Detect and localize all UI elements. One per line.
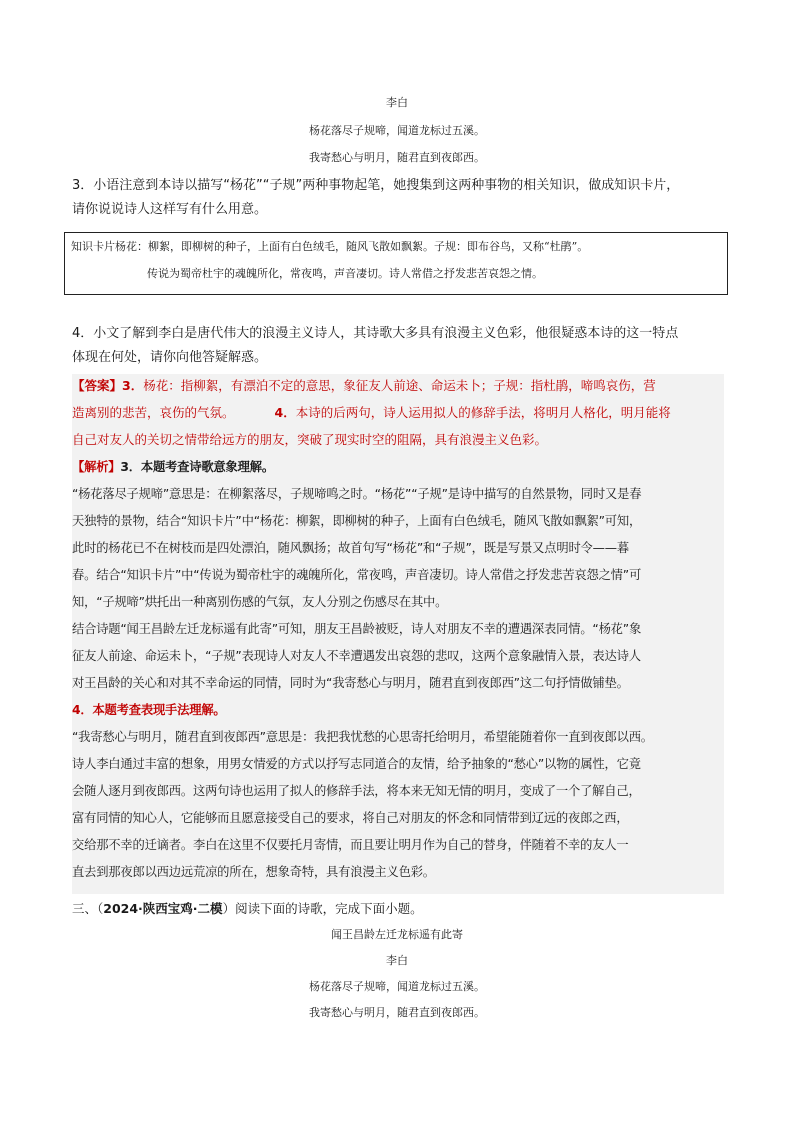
analysis-p5: 知，“子规啼”烘托出一种离别伤感的气氛，友人分别之伤感尽在其中。 [72,595,448,609]
question-3-line2: 请你说说诗人这样写有什么用意。 [72,202,268,217]
question-4 [72,322,724,370]
answer-block [72,372,724,453]
answer-line2b: 本诗的后两句，诗人运用拟人的修辞手法，将明月人格化，明月能将 [295,405,671,420]
analysis-q2: 诗人李白通过丰富的想象，用男女情爱的方式以抒写志同道合的友情，给予抽象的“愁心”以物的属性，它竟 [72,757,641,771]
knowledge-card [64,232,728,295]
answer-tag: 【答案】 [72,378,123,393]
poem-bottom-title: 闻王昌龄左迁龙标遥有此寄 [331,928,463,941]
analysis-p8: 对王昌龄的关心和对其不幸命运的同情，同时为“我寄愁心与明月，随君直到夜郎西”这二句抒情做铺垫。 [72,676,629,690]
poem-bottom-author: 李白 [386,954,408,967]
analysis-q3: 会随人逐月到夜郎西。这两句诗也运用了拟人的修辞手法，将本来无知无情的明月，变成了一个了解自己， [72,784,641,798]
analysis-p4: 春。结合“知识卡片”中“传说为蜀帝杜宇的魂魄所化，常夜鸣，声音凄切。诗人常借之抒发悲苦哀怨之情”可 [72,568,642,582]
answer-num-3: 3． [122,378,144,393]
question-3-line1: 3．小语注意到本诗以描写“杨花”“子规”两种事物起笔，她搜集到这两种事物的相关知识，做成知识卡片， [72,178,680,193]
question-4-line1: 4．小文了解到李白是唐代伟大的浪漫主义诗人，其诗歌大多具有浪漫主义色彩，他很疑惑本诗的这一特点 [72,326,679,341]
knowledge-card-line1: 知识卡片杨花：柳絮，即柳树的种子，上面有白色绒毛，随风飞散如飘絮。子规：即布谷鸟，又称“杜鹃”。 [71,240,589,253]
knowledge-card-line2: 传说为蜀帝杜宇的魂魄所化，常夜鸣，声音凄切。诗人常借之抒发悲苦哀怨之情。 [147,267,543,280]
analysis-p3: 此时的杨花已不在树枝而是四处漂泊，随风飘扬；故首句写“杨花”和“子规”，既是写景又点明时令——暮 [72,541,629,555]
poem-top-line1: 杨花落尽子规啼，闻道龙标过五溪。 [309,124,485,137]
analysis-p2: 天独特的景物，结合“知识卡片”中“杨花：柳絮，即柳树的种子，上面有白色绒毛，随风飞散如飘絮”可知， [72,514,642,528]
poem-bottom-line1: 杨花落尽子规啼，闻道龙标过五溪。 [309,980,485,993]
section-3-heading [72,895,724,922]
analysis-q6: 直去到那夜郎以西边远荒凉的所在，想象奇特，具有浪漫主义色彩。 [72,865,435,879]
section-3-source: 2024·陕西宝鸡·二模 [103,901,223,916]
section-3-suffix: ）阅读下面的诗歌，完成下面小题。 [222,901,423,916]
analysis-block [72,454,724,886]
analysis-q1: “我寄愁心与明月，随君直到夜郎西”意思是：我把我忧愁的心思寄托给明月，希望能随着你一直到夜郎以西。 [72,730,653,744]
analysis-p1: “杨花落尽子规啼”意思是：在柳絮落尽，子规啼鸣之时。“杨花”“子规”是诗中描写的自然景物，同时又是春 [72,487,642,501]
analysis-heading-4: 4．本题考查表现手法理解。 [72,703,226,717]
answer-num-4: 4． [274,405,296,420]
analysis-p6: 结合诗题“闻王昌龄左迁龙标遥有此寄”可知，朋友王昌龄被贬，诗人对朋友不幸的遭遇深表同情。“杨花”象 [72,622,642,636]
answer-line1: 杨花：指柳絮，有漂泊不定的意思，象征友人前途、命运未卜；子规：指杜鹃，啼鸣哀伤，营 [143,378,656,393]
question-4-line2: 体现在何处，请你向他答疑解惑。 [72,350,268,365]
poem-top-line2: 我寄愁心与明月，随君直到夜郎西。 [309,151,485,164]
analysis-q4: 富有同情的知心人，它能够而且愿意接受自己的要求，将自己对朋友的怀念和同情带到辽远的夜郎之西， [72,811,629,825]
question-3 [72,174,724,222]
answer-line3: 自己对友人的关切之情带给远方的朋友，突破了现实时空的阻隔，具有浪漫主义色彩。 [72,432,548,447]
poem-top-author: 李白 [386,96,408,109]
poem-bottom-line2: 我寄愁心与明月，随君直到夜郎西。 [309,1006,485,1019]
analysis-p7: 征友人前途、命运未卜，“子规”表现诗人对友人不幸遭遇发出哀怨的悲叹，这两个意象融情入景，表达诗人 [72,649,641,663]
analysis-heading-3: 3．本题考查诗歌意象理解。 [120,460,274,474]
analysis-tag: 【解析】 [72,460,121,474]
answer-line2a: 造离别的悲苦，哀伤的气氛。 [72,405,235,420]
section-3-prefix: 三、（ [72,901,104,916]
analysis-q5: 交给那不幸的迁谪者。李白在这里不仅要托月寄情，而且要让明月作为自己的替身，伴随着不幸的友人一 [72,838,629,852]
